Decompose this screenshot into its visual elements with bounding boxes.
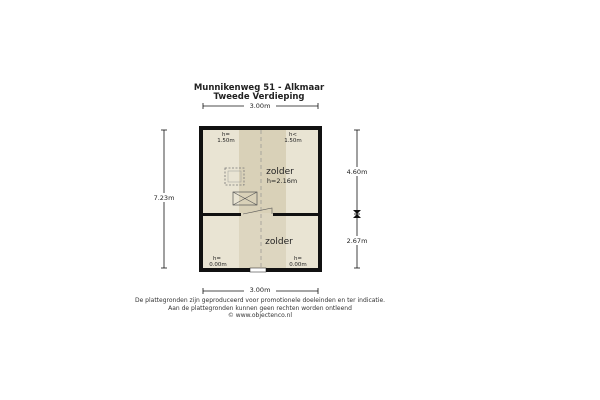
marker-bottom-right-label: h=	[293, 256, 303, 262]
marker-top-right-label: h<	[288, 132, 298, 138]
marker-bottom-right-value: 0.00m	[289, 262, 307, 268]
marker-top-left-label: h=	[221, 132, 231, 138]
right-lower-label: 2.67m	[346, 237, 368, 245]
left-height-label: 7.23m	[153, 194, 175, 202]
bottom-width-dimension	[203, 286, 318, 294]
footer-disclaimer-line1: De plattegronden zijn geproduceerd voor promotionele doeleinden en ter indicatie.	[134, 297, 386, 304]
marker-top-right-value: 1.50m	[284, 138, 302, 144]
left-height-dimension	[150, 130, 180, 268]
bottom-width-label: 3.00m	[249, 286, 271, 294]
marker-top-left-value: 1.50m	[217, 138, 235, 144]
upper-room-label: zolder	[266, 167, 294, 177]
right-upper-label: 4.60m	[346, 168, 368, 176]
plan-title: Munnikenweg 51 - Alkmaar	[193, 83, 325, 93]
right-height-dimensions	[343, 130, 373, 268]
top-width-dimension	[203, 102, 318, 110]
bottom-wall-opening	[250, 268, 266, 272]
footer-copyright: © www.objectenco.nl	[227, 312, 293, 319]
footer-disclaimer-line2: Aan de plattegronden kunnen geen rechten worden ontleend	[168, 305, 352, 312]
marker-bottom-left-label: h=	[212, 256, 222, 262]
upper-room-height: h=2.16m	[266, 177, 298, 185]
marker-bottom-left-value: 0.00m	[209, 262, 227, 268]
lower-room-label: zolder	[265, 237, 293, 247]
top-width-label: 3.00m	[249, 102, 271, 110]
plan-subtitle: Tweede Verdieping	[213, 92, 305, 102]
